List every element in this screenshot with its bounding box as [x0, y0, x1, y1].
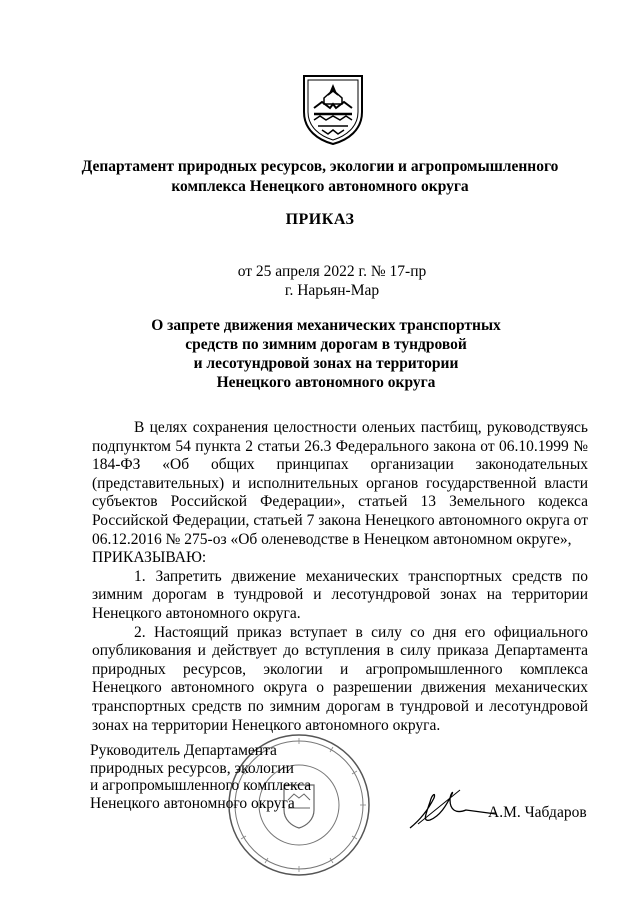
- coat-of-arms-icon: [302, 72, 364, 146]
- order-item-1: 1. Запретить движение механических транспортных средств по зимним дорогам в тундровой и лесотундровой зонах на территории Ненецкого автономного округа.: [92, 567, 588, 622]
- document-body: [92, 419, 588, 735]
- position-line-2: природных ресурсов, экологии: [90, 759, 294, 777]
- department-header: [0, 157, 640, 197]
- position-line-4: Ненецкого автономного округа: [90, 794, 295, 812]
- position-line-1: Руководитель Департамента: [90, 742, 277, 759]
- handwritten-signature-icon: [400, 780, 500, 835]
- preamble-paragraph: В целях сохранения целостности оленьих пастбищ, руководствуясь подпунктом 54 пункта 2 статьи 26.3 Федерального закона от 06.10.1999 № 184-ФЗ «Об общих принципах организации законодательных (представительных) и исполнительных органов государственной власти субъектов Российской Федерации», статьей 13 Земельного кодекса Российской Федерации, статьей 7 закона Ненецкого автономного округа от 06.12.2016 № 275-оз «Об оленеводстве в Ненецком автономном округе»,: [92, 419, 588, 548]
- department-line-2: комплекса Ненецкого автономного округа: [171, 178, 469, 195]
- document-date-block: [12, 262, 640, 300]
- document-date: от 25 апреля 2022 г. № 17-пр: [237, 263, 427, 280]
- subject-line-1: О запрете движения механических транспортных: [151, 317, 501, 334]
- document-type: ПРИКАЗ: [285, 211, 355, 228]
- order-word: ПРИКАЗЫВАЮ:: [92, 549, 207, 567]
- signatory-position: [90, 742, 311, 812]
- subject-line-4: Ненецкого автономного округа: [216, 374, 436, 391]
- department-line-1: Департамент природных ресурсов, экологии и агропромышленного: [81, 158, 559, 175]
- document-place: г. Нарьян-Мар: [284, 282, 380, 299]
- document-subject: [6, 316, 640, 392]
- signatory-name: А.М. Чабдаров: [488, 804, 587, 821]
- order-item-2: 2. Настоящий приказ вступает в силу со дня его официального опубликования и действует до вступления в силу приказа Департамента природных ресурсов, экологии и агропромышленного комплекса Ненецкого автономного округа о разрешении движения механических транспортных средств по зимним дорогам в тундровой и лесотундровой зонах на территории Ненецкого автономного округа.: [92, 623, 588, 734]
- subject-line-2: средств по зимним дорогам в тундровой: [185, 336, 467, 353]
- subject-line-3: и лесотундровой зонах на территории: [193, 355, 459, 372]
- position-line-3: и агропромышленного комплекса: [90, 777, 312, 794]
